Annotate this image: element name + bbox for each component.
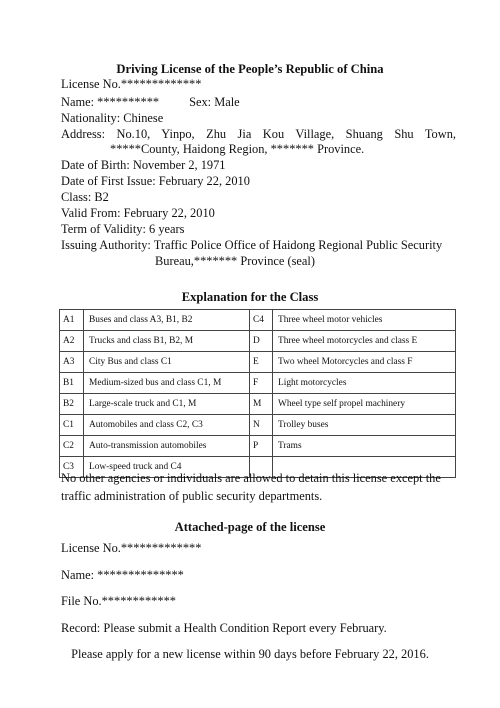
class-explanation-table	[59, 309, 456, 478]
health-record-note: Record: Please submit a Health Condition Report every February.	[61, 621, 387, 635]
date-of-birth: Date of Birth: November 2, 1971	[61, 158, 226, 172]
class-description: Large-scale truck and C1, M	[84, 394, 250, 415]
class-description: Low-speed truck and C4	[84, 457, 250, 478]
address-line-1: Address: No.10, Yinpo, Zhu Jia Kou Village, Shuang Shu Town,	[61, 127, 456, 141]
issuing-authority-line-1: Issuing Authority: Traffic Police Office of Haidong Regional Public Security	[61, 238, 443, 252]
class-description: Three wheel motorcycles and class E	[273, 331, 456, 352]
class-description: Wheel type self propel machinery	[273, 394, 456, 415]
attached-name: Name: **************	[61, 568, 184, 582]
table-row	[60, 352, 456, 373]
table-row	[60, 436, 456, 457]
explanation-title: Explanation for the Class	[181, 290, 319, 304]
address-line-2: *****County, Haidong Region, ******* Province.	[110, 142, 365, 156]
term-of-validity: Term of Validity: 6 years	[61, 222, 185, 236]
class-code: C4	[250, 310, 273, 331]
class-code: E	[250, 352, 273, 373]
class-code: P	[250, 436, 273, 457]
attached-license-number: License No.*************	[61, 541, 202, 555]
class-code: A3	[60, 352, 84, 373]
valid-from: Valid From: February 22, 2010	[61, 206, 215, 220]
class-description: Trolley buses	[273, 415, 456, 436]
class-description: Trucks and class B1, B2, M	[84, 331, 250, 352]
class-code: N	[250, 415, 273, 436]
class-description: Light motorcycles	[273, 373, 456, 394]
class-code: F	[250, 373, 273, 394]
class-description: Auto-transmission automobiles	[84, 436, 250, 457]
class-code: C1	[60, 415, 84, 436]
class-description: Buses and class A3, B1, B2	[84, 310, 250, 331]
holder-sex: Sex: Male	[189, 95, 240, 109]
table-row	[60, 415, 456, 436]
class-code: A1	[60, 310, 84, 331]
license-number: License No.*************	[61, 77, 202, 91]
nationality: Nationality: Chinese	[61, 111, 164, 125]
file-number: File No.************	[61, 594, 176, 608]
class-description: Three wheel motor vehicles	[273, 310, 456, 331]
class-code: A2	[60, 331, 84, 352]
name-sex-line	[61, 95, 456, 110]
date-of-first-issue: Date of First Issue: February 22, 2010	[61, 174, 250, 188]
renewal-note: Please apply for a new license within 90 days before February 22, 2016.	[71, 647, 429, 661]
holder-name: Name: **********	[61, 95, 160, 109]
table-row	[60, 331, 456, 352]
class-code: B2	[60, 394, 84, 415]
table-row	[60, 310, 456, 331]
class-description: Automobiles and class C2, C3	[84, 415, 250, 436]
detention-notice: No other agencies or individuals are allowed to detain this license except the traffic administration of public security departments.	[61, 471, 441, 503]
class-code: B1	[60, 373, 84, 394]
issuing-authority-line-2: Bureau,******* Province (seal)	[155, 254, 316, 268]
table-row	[60, 394, 456, 415]
class-code: D	[250, 331, 273, 352]
table-row	[60, 373, 456, 394]
class-description: Two wheel Motorcycles and class F	[273, 352, 456, 373]
class-description: Medium-sized bus and class C1, M	[84, 373, 250, 394]
class-code: C2	[60, 436, 84, 457]
class-description: City Bus and class C1	[84, 352, 250, 373]
license-class: Class: B2	[61, 190, 109, 204]
class-code: C3	[60, 457, 84, 478]
attached-page-title: Attached-page of the license	[174, 520, 326, 534]
license-title: Driving License of the People’s Republic of China	[116, 62, 384, 76]
class-code: M	[250, 394, 273, 415]
class-description: Trams	[273, 436, 456, 457]
